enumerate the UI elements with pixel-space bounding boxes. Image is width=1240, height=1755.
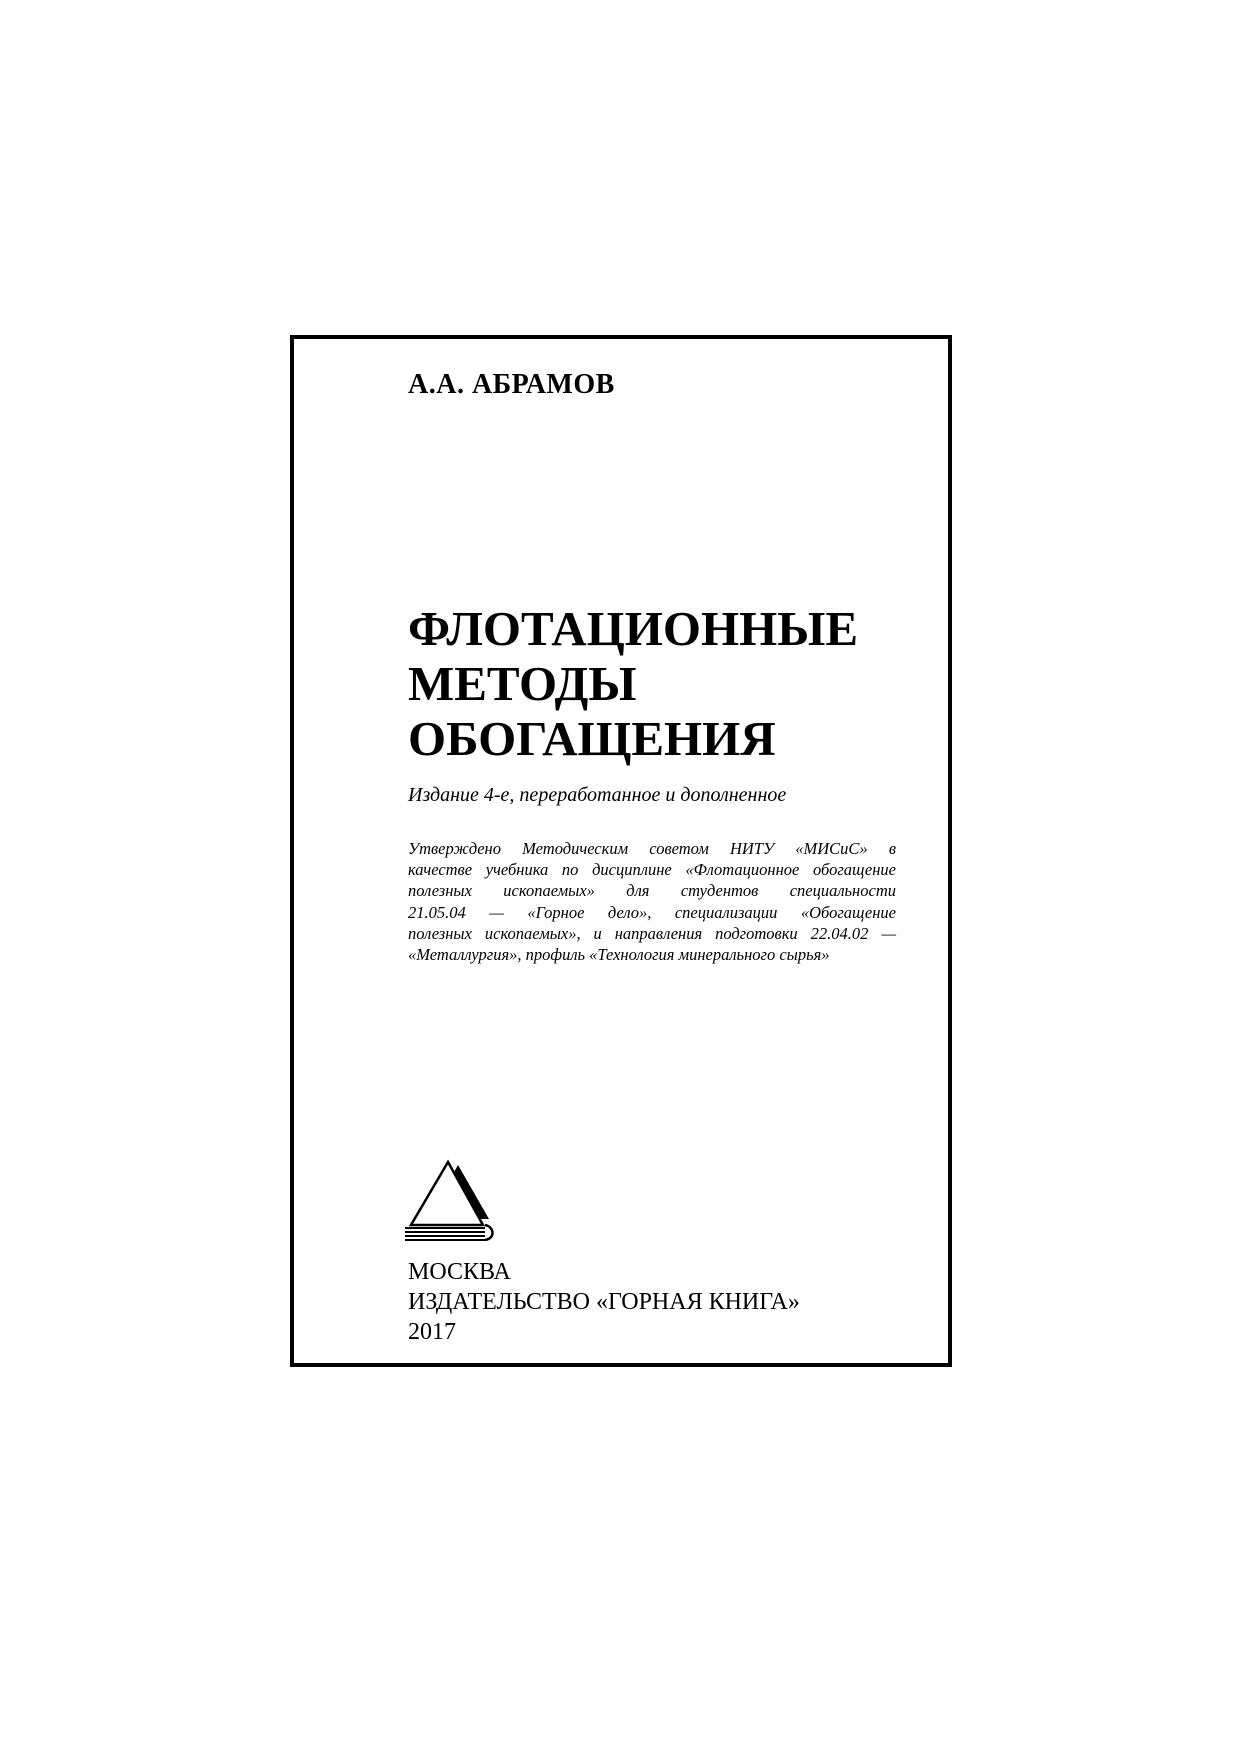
approval-line-3: полезных ископаемых» для студентов специальности: [408, 881, 896, 901]
approval-line-5: полезных ископаемых», и направления подготовки 22.04.02 —: [408, 923, 896, 943]
edition-note: Издание 4-е, переработанное и дополненное: [408, 784, 787, 806]
approval-statement: [408, 838, 896, 965]
mountain-book-logo-icon: [403, 1157, 495, 1241]
approval-line-2: качестве учебника по дисциплине «Флотационное обогащение: [408, 860, 896, 880]
approval-line-4: 21.05.04 — «Горное дело», специализации «Обогащение: [408, 902, 896, 922]
approval-line-1: Утверждено Методическим советом НИТУ «МИСиС» в: [408, 839, 896, 858]
book-title: [408, 601, 858, 766]
imprint-publisher: ИЗДАТЕЛЬСТВО «ГОРНАЯ КНИГА»: [408, 1289, 800, 1315]
imprint: [408, 1257, 800, 1347]
title-line-3: ОБОГАЩЕНИЯ: [408, 711, 776, 766]
approval-line-6: «Металлургия», профиль «Технология минерального сырья»: [408, 945, 830, 965]
imprint-city: МОСКВА: [408, 1259, 511, 1285]
author-name: А.А. АБРАМОВ: [408, 369, 615, 400]
title-line-2: МЕТОДЫ: [408, 656, 637, 711]
title-line-1: ФЛОТАЦИОННЫЕ: [408, 601, 859, 656]
imprint-year: 2017: [408, 1319, 456, 1345]
